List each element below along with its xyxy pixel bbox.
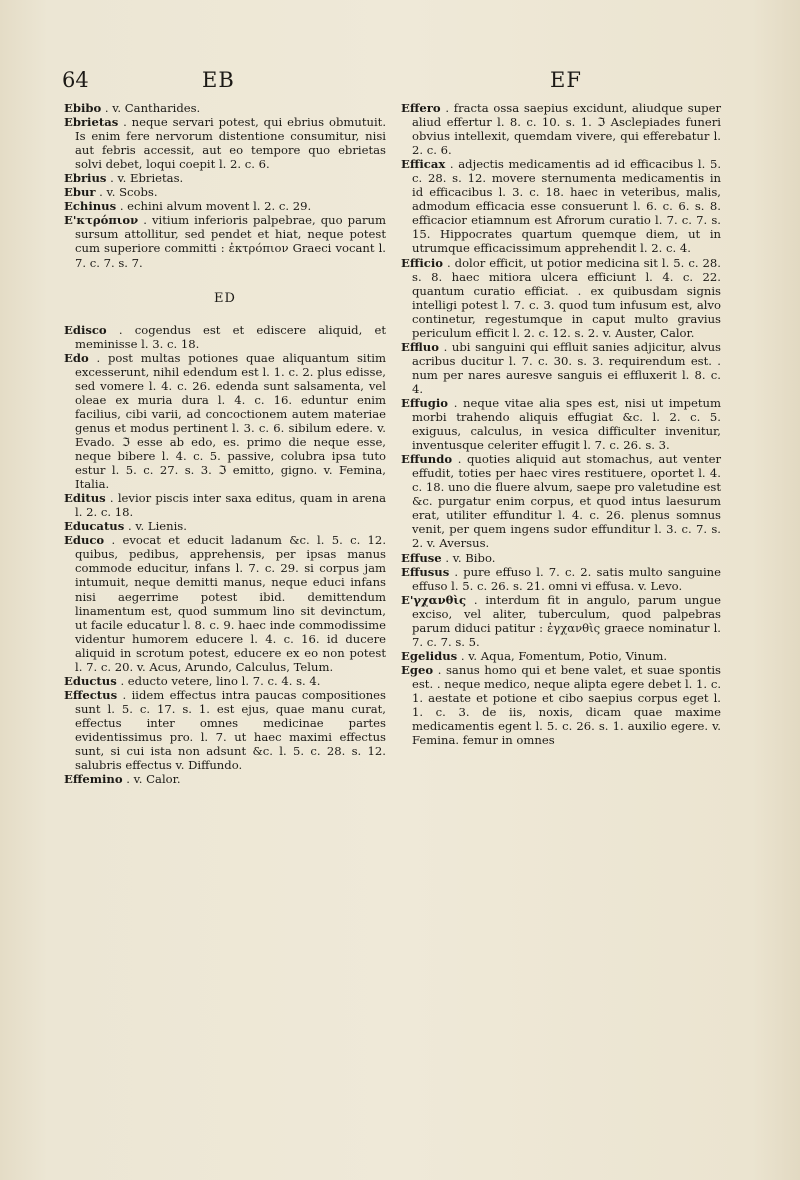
- dictionary-entry: Effuse . v. Bibo.: [401, 550, 496, 565]
- section-heading: ED: [214, 290, 236, 306]
- dictionary-entry: Efficax . adjectis medicamentis ad id efficacibus l. 5. c. 28. s. 12. movere sternumenta medicamentis in id efficacibus l. 3. c. 18. haec in veteribus, malis, admodum efficacia esse consuerunt l. 6. c. 6. s. 8. efficacior etiamnum est Afrorum curatio l. 7. c. 7. s. 15. Hippocrates quartum quemque diem, ut in utrumque efficacissimum apprehendit l. 2. c. 4.: [401, 157, 722, 256]
- dictionary-entry: Educatus . v. Lienis.: [64, 519, 187, 534]
- dictionary-entry: Effectus . iidem effectus intra paucas compositiones sunt l. 5. c. 17. s. 1. est ejus, quae manu curat, effectus inter omnes medicinae partes evidentissimus pro. l. 7. ut haec maximi effectus sunt, si cui ista non adsunt &c. l. 5. c. 28. s. 12. salubris effectus v. Diffundo.: [64, 687, 386, 773]
- dictionary-entry: Ebur . v. Scobs.: [64, 185, 158, 200]
- dictionary-entry: Ε'γχανθὶς . interdum fit in angulo, parum ungue exciso, vel aliter, tuberculum, quod palpebras parum diduci patitur : ἐγχανθὶς graece nominatur l. 7. c. 7. s. 5.: [401, 592, 722, 649]
- dictionary-entry: Effugio . neque vitae alia spes est, nisi ut impetum morbi trahendo aliquis effugiat &c. l. 2. c. 5. exiguus, calculus, in vesica difficulter invenitur, inventusque celeriter effugit l. 7. c. 26. s. 3.: [401, 395, 721, 453]
- dictionary-entry: Effemino . v. Calor.: [64, 772, 181, 787]
- dictionary-entry: Educo . evocat et educit ladanum &c. l. 5. c. 12. quibus, pedibus, apprehensis, per ipsas manus commode educitur, infans l. 7. c. 29. si corpus jam intumuit, neque demitti manus, neque educi infans nisi aegerrime potest ibid. demittendum linamentum est, quod summum lino sit devinctum, ut facile educatur l. 8. c. 9. haec inde commodissime videntur humorem educere l. 4. c. 16. id ducere aliquid in scrotum potest, educere ex eo non potest l. 7. c. 20. v. Acus, Arundo, Calculus, Telum.: [64, 533, 386, 674]
- dictionary-entry: Egelidus . v. Aqua, Fomentum, Potio, Vinum.: [401, 648, 668, 663]
- dictionary-entry: Efficio . dolor efficit, ut potior medicina sit l. 5. c. 28. s. 8. haec mitiora ulcera efficiunt l. 4. c. 22. quantum curatio efficiat. . ex quibusdam signis intelligi potest l. 7. c. 3. quod tum infusum est, alvo continetur, regestumque in caput multo gravius periculum efficit l. 2. c. 12. s. 2. v. Auster, Calor.: [401, 255, 721, 340]
- dictionary-entry: Eductus . educto vetere, lino l. 7. c. 4. s. 4.: [64, 673, 321, 688]
- dictionary-entry: Ebibo . v. Cantharides.: [64, 101, 201, 115]
- dictionary-entry: Effluo . ubi sanguini qui effluit sanies adjicitur, alvus acribus ducitur l. 7. c. 30. s. 3. requirendum est. . num per nares auresve sanguis ei effluxerit l. 8. c. 4.: [401, 339, 722, 396]
- left-column: [64, 101, 386, 786]
- dictionary-entry: Effundo . quoties aliquid aut stomachus, aut venter effudit, toties per haec vires restituere, oportet l. 4. c. 18. uno die fluere alvum, saepe pro valetudine est &c. purgatur enim corpus, et quod intus laesurum erat, utiliter effunditur l. 4. c. 26. plenus somnus venit, per quem ingens sudor effunditur l. 3. c. 7. s. 2. v. Aversus.: [401, 452, 722, 551]
- dictionary-entry: Edo . post multas potiones quae aliquantum sitim excesserunt, nihil edendum est l. 1. c. 2. plus edisse, sed vomere l. 4. c. 26. edenda sunt salsamenta, vel oleae ex muria dura l. 4. c. 16. eduntur enim facilius, cibi varii, ad concoctionem autem materiae genus et modus pertinent l. 3. c. 6. sibilum edere. v. Evado. ℑ esse ab edo, es. primo die neque esse, neque bibere l. 4. c. 5. passive, colubra ipsa tuto estur l. 5. c. 27. s. 3. ℑ emitto, gigno. v. Femina, Italia.: [64, 350, 387, 492]
- dictionary-entry: Effusus . pure effuso l. 7. c. 2. satis multo sanguine effuso l. 5. c. 26. s. 21. omni vi effusa. v. Levo.: [401, 564, 722, 593]
- dictionary-entry: Egeo . sanus homo qui et bene valet, et suae spontis est. . neque medico, neque alipta egere debet l. 1. c. 1. aestate et potione et cibo saepius corpus eget l. 1. c. 3. de iis, noxis, dicam quae maxime medicamentis egent l. 5. c. 26. s. 1. auxilio egere. v. Femina. femur in omnes: [401, 662, 722, 748]
- dictionary-entry: Effero . fracta ossa saepius excidunt, aliudque super aliud effertur l. 8. c. 10. s. 1. ℑ Asclepiades funeri obvius intellexit, quemdam vivere, qui efferebatur l. 2. c. 6.: [401, 101, 721, 158]
- dictionary-entry: Editus . levior piscis inter saxa editus, quam in arena l. 2. c. 18.: [64, 491, 386, 520]
- right-column-title: EF: [550, 68, 582, 92]
- left-column-title: EB: [202, 68, 235, 92]
- dictionary-entry: Edisco . cogendus est et ediscere aliquid, et meminisse l. 3. c. 18.: [64, 322, 386, 351]
- right-column: [401, 101, 721, 747]
- dictionary-entry: Ebrius . v. Ebrietas.: [64, 171, 184, 186]
- dictionary-entry: Ε'κτρόπιον . vitium inferioris palpebrae, quo parum sursum attollitur, sed pendet et hiat, neque potest cum superiore committi : ἐκτρόπιον Graeci vocant l. 7. c. 7. s. 7.: [64, 213, 387, 270]
- dictionary-entry: Echinus . echini alvum movent l. 2. c. 29.: [64, 199, 312, 214]
- running-header: [62, 68, 722, 96]
- page-number: 64: [62, 68, 89, 92]
- dictionary-entry: Ebrietas . neque servari potest, qui ebrius obmutuit. Is enim fere nervorum distentione consumitur, nisi aut febris accessit, aut eo tempore quo ebrietas solvi debet, loqui coepit l. 2. c. 6.: [64, 115, 387, 172]
